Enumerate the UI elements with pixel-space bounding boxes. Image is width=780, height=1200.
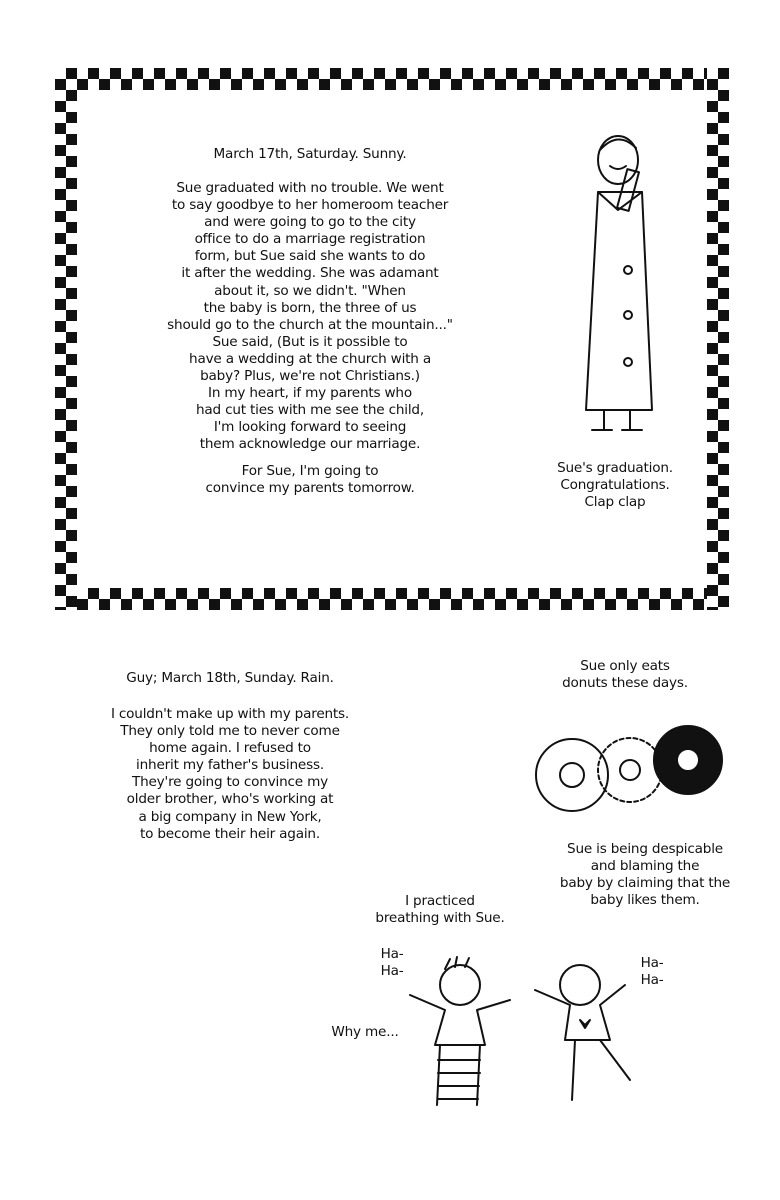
donuts-caption-bottom: Sue is being despicable and blaming the baby by claiming that the baby likes them. (559, 841, 731, 909)
breathing-caption: I practiced breathing with Sue. (375, 893, 505, 927)
diary2-body: I couldn't make up with my parents. They only told me to never come home again. I refused to inherit my father's business. They're going to convince my older brother, who's working at a big company in New York, to become their heir again. (110, 706, 350, 842)
graduate-illustration (570, 130, 700, 450)
diary1-heading: March 17th, Saturday. Sunny. (213, 146, 407, 162)
why-me-text: Why me... (331, 1024, 399, 1040)
left-sfx: Ha- Ha- (380, 946, 404, 980)
checkered-border-right (707, 68, 729, 610)
right-sfx: Ha- Ha- (640, 955, 664, 989)
donuts-caption-top: Sue only eats donuts these days. (562, 658, 688, 692)
sue-breathing-illustration (530, 960, 660, 1120)
checkered-border-left (55, 68, 77, 610)
guy-breathing-illustration (405, 955, 515, 1135)
checkered-border-top (55, 68, 729, 90)
donuts-illustration (530, 715, 730, 835)
checkered-border-bottom (55, 588, 729, 610)
diary1-closing: For Sue, I'm going to convince my parents tomorrow. (205, 463, 415, 497)
diary2-heading: Guy; March 18th, Sunday. Rain. (126, 670, 334, 686)
graduation-caption: Sue's graduation. Congratulations. Clap clap (557, 460, 673, 511)
diary1-body: Sue graduated with no trouble. We went to say goodbye to her homeroom teacher and were going to go to the city office to do a marriage registration form, but Sue said she wants to do it after the wedding. She was adamant about it, so we didn't. "When the baby is born, the three of us should go to the church at the mountain..." Sue said, (But is it possible to have a wedding at the church with a baby? Plus, we're not Christians.) In my heart, if my parents who had cut ties with me see the child, I'm looking forward to seeing them acknowledge our marriage. (167, 180, 453, 453)
